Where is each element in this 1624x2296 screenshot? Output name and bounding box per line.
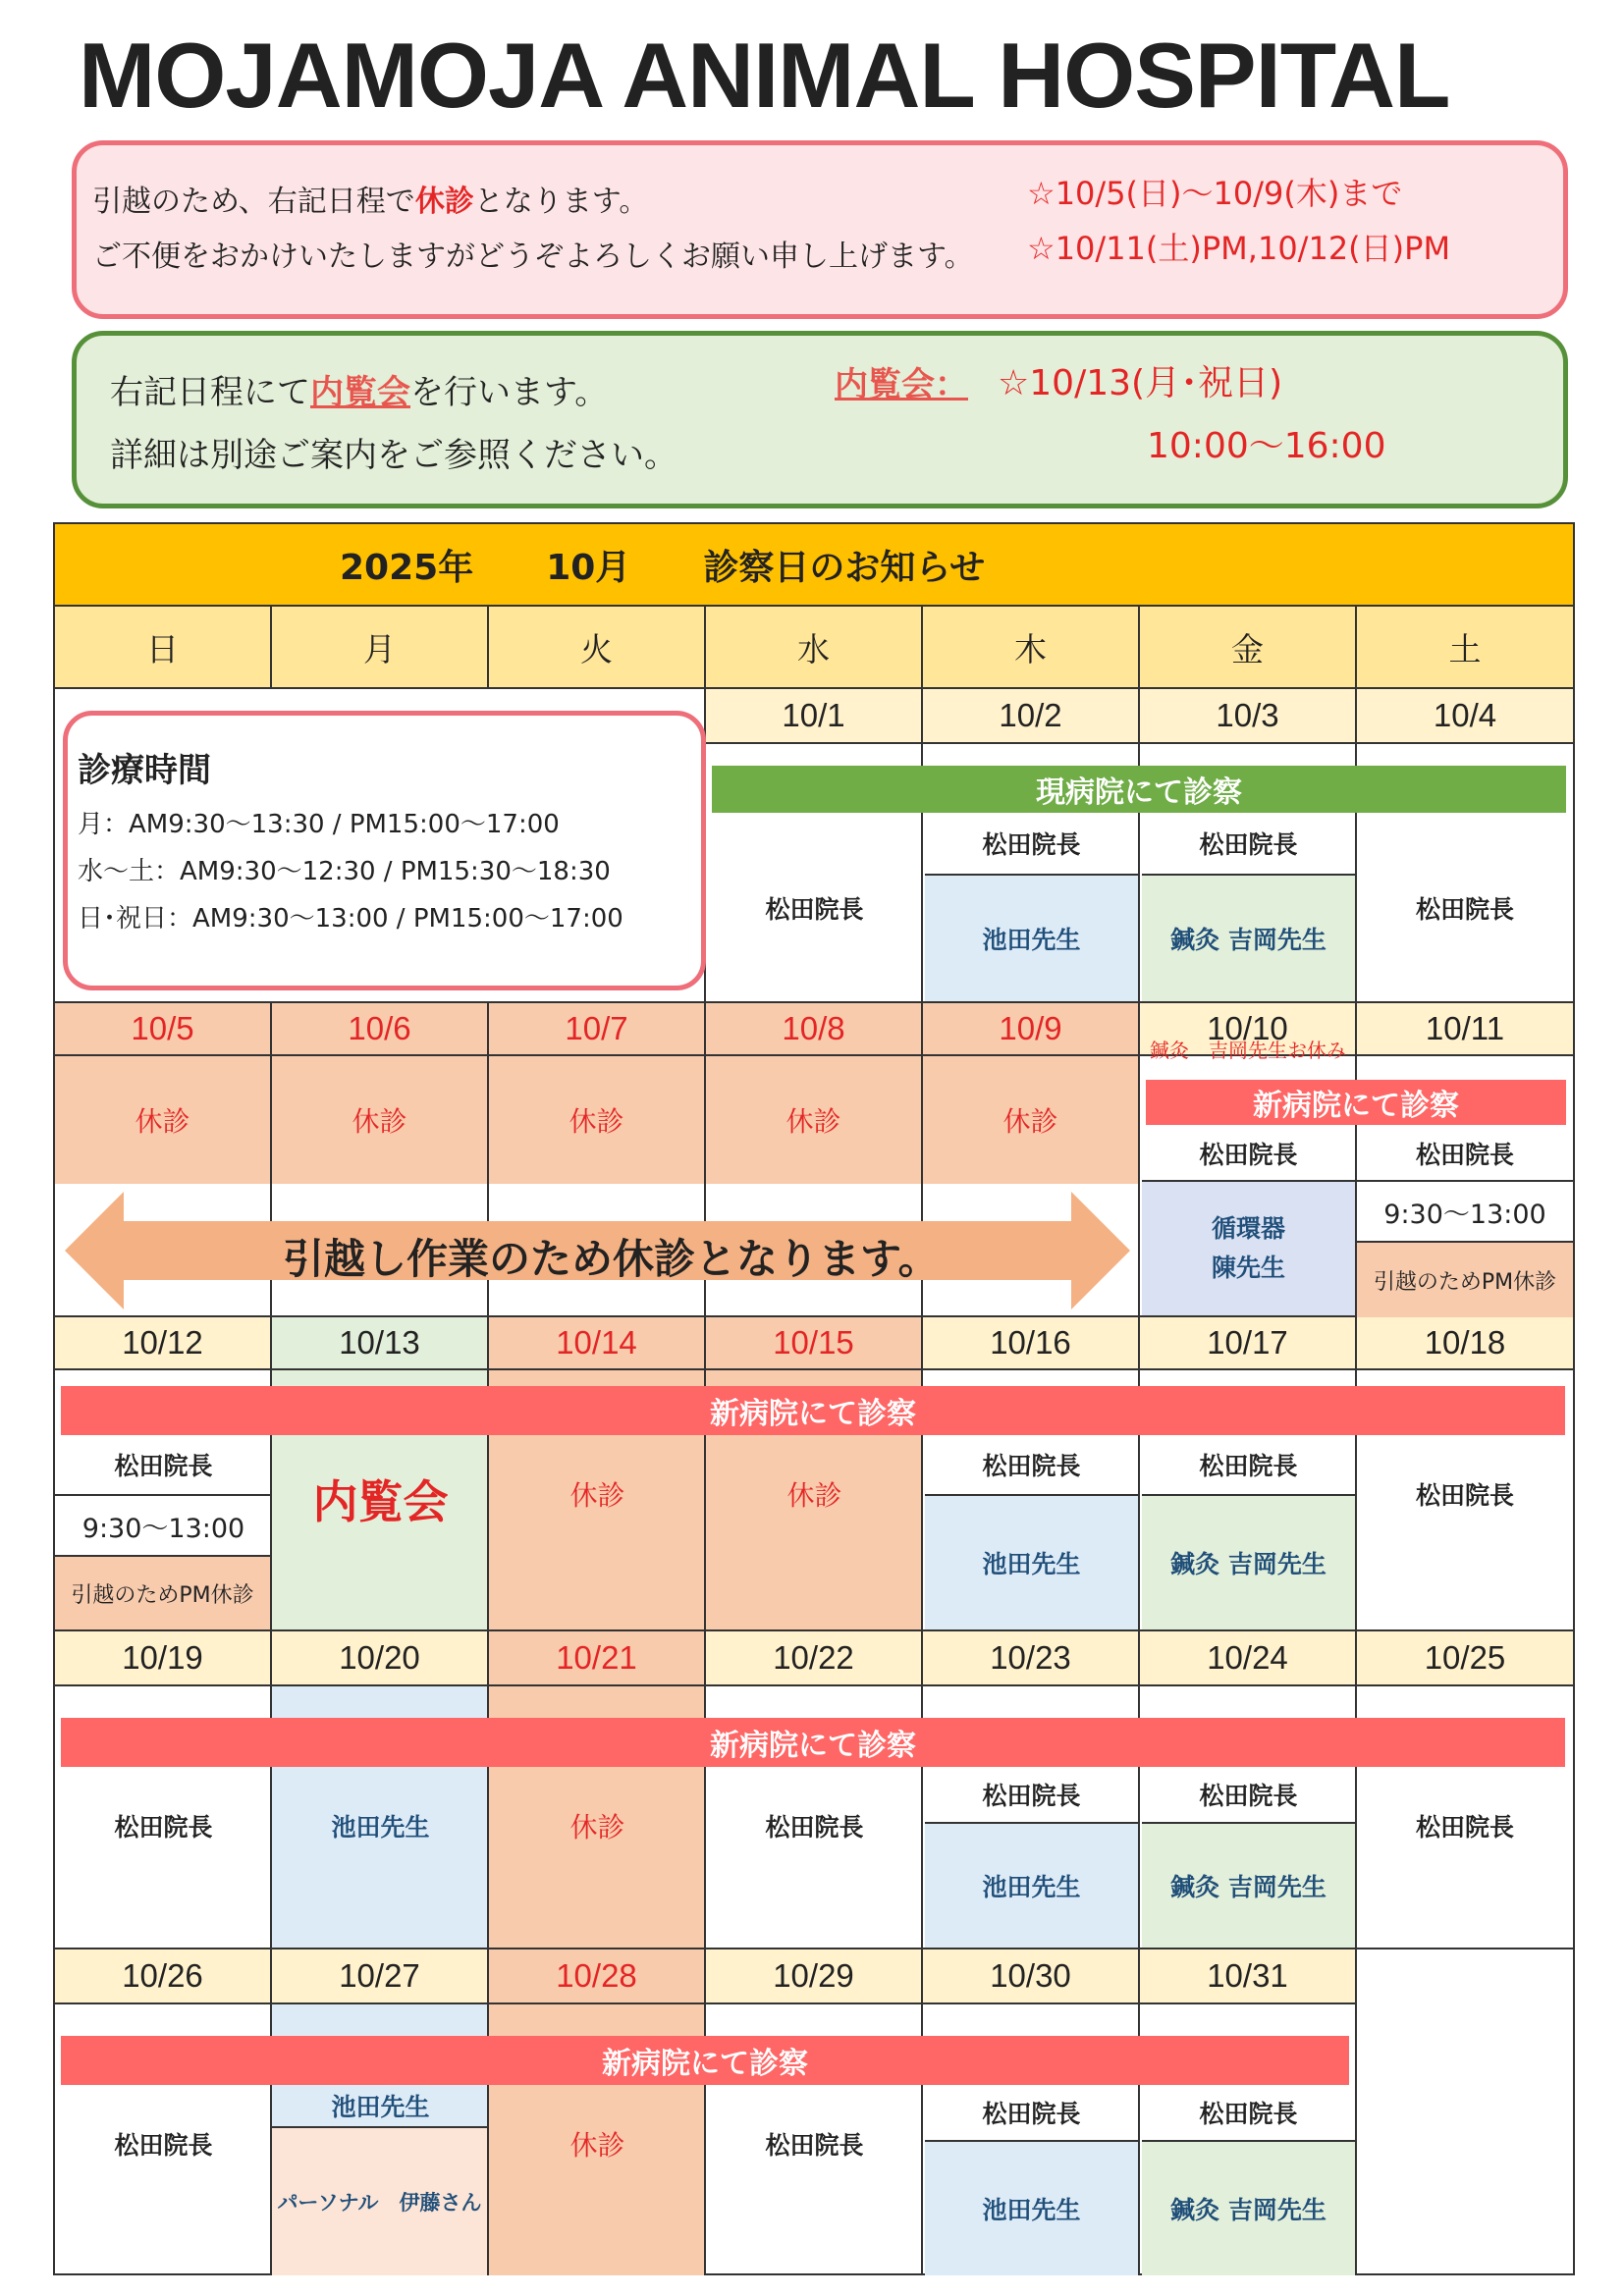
- doctor-label: 松田院長: [1415, 1813, 1514, 1842]
- doctor-label: 松田院長: [1142, 1767, 1355, 1824]
- preview-text-end: を行います。: [410, 373, 609, 412]
- doctor-label: 松田院長: [1142, 813, 1355, 876]
- date-cell: 10/14: [489, 1317, 706, 1370]
- date-cell: 10/3: [1140, 689, 1357, 744]
- calendar-heading: [55, 524, 1573, 607]
- current-hospital-banner: 現病院にて診察: [712, 766, 1566, 813]
- date-cell: 10/20: [272, 1631, 489, 1686]
- doctor-label: 池田先生: [272, 2085, 489, 2128]
- closed-cell: 休診: [55, 1056, 272, 1184]
- hours-title: 診療時間: [78, 751, 211, 790]
- date-cell: 10/1: [706, 689, 923, 744]
- date-cell: 10/21: [489, 1631, 706, 1686]
- closed-label: 休診: [786, 1479, 842, 1512]
- date-cell: 10/30: [923, 1949, 1140, 2004]
- dow-sat: 土: [1357, 607, 1573, 689]
- fri-note: 鍼灸 吉岡先生お休み: [1150, 1039, 1346, 1062]
- closed-label: 休診: [569, 1479, 625, 1512]
- hospital-title: MOJAMOJA ANIMAL HOSPITAL: [79, 24, 1450, 127]
- date-cell: 10/10: [1140, 1003, 1357, 1056]
- date-cell: 10/16: [923, 1317, 1140, 1370]
- hours-label: 9:30～13:00: [1357, 1182, 1573, 1243]
- preview-time: 10:00～16:00: [1147, 426, 1386, 466]
- closure-word: 休診: [414, 185, 474, 219]
- pm-closed-note: 引越のためPM休診: [55, 1557, 270, 1629]
- dow-sun: 日: [55, 607, 272, 689]
- doctor-label: 松田院長: [925, 1435, 1138, 1496]
- doctor-label: 池田先生: [925, 876, 1138, 1001]
- closed-cell: 休診: [272, 1056, 489, 1184]
- doctor-label: 松田院長: [765, 1813, 864, 1842]
- calendar: [53, 522, 1575, 2275]
- doctor-label: 池田先生: [925, 2142, 1138, 2275]
- date-cell: 10/18: [1357, 1317, 1573, 1370]
- closure-line-2: ご不便をおかけいたしますがどうぞよろしくお願い申し上げます。: [92, 240, 974, 274]
- date-cell: 10/22: [706, 1631, 923, 1686]
- new-hospital-banner: 新病院にて診察: [1146, 1080, 1566, 1125]
- doctor-label: 松田院長: [925, 1767, 1138, 1824]
- personal-trainer-label: パーソナル 伊藤さん: [272, 2128, 487, 2275]
- preview-label: 内覧会：: [835, 365, 968, 404]
- date-cell: 10/24: [1140, 1631, 1357, 1686]
- date-cell: 10/12: [55, 1317, 272, 1370]
- specialty-label: 循環器: [1211, 1214, 1285, 1243]
- doctor-label: 松田院長: [55, 1435, 272, 1496]
- preview-word: 内覧会: [310, 373, 410, 412]
- date-cell: 10/11: [1357, 1003, 1573, 1056]
- doctor-label: 松田院長: [1142, 1435, 1355, 1496]
- doctor-label: 池田先生: [925, 1496, 1138, 1629]
- doctor-label: [1142, 1182, 1355, 1315]
- doctor-label: 鍼灸 吉岡先生: [1142, 876, 1355, 1001]
- dow-tue: 火: [489, 607, 706, 689]
- doctor-label: 松田院長: [925, 2085, 1138, 2142]
- dow-mon: 月: [272, 607, 489, 689]
- doctor-label: 松田院長: [765, 2131, 864, 2160]
- doctor-label: 松田院長: [1415, 895, 1514, 924]
- doctor-label: 松田院長: [114, 2131, 213, 2160]
- doctor-label: 松田院長: [1357, 1127, 1573, 1182]
- preview-text: 右記日程にて: [110, 373, 310, 412]
- date-cell: 10/28: [489, 1949, 706, 2004]
- closure-date-2: ☆10/11(土)PM,10/12(日)PM: [1027, 230, 1451, 267]
- date-cell: 10/25: [1357, 1631, 1573, 1686]
- dow-wed: 水: [706, 607, 923, 689]
- date-cell: 10/13: [272, 1317, 489, 1370]
- date-cell: 10/6: [272, 1003, 489, 1056]
- new-hospital-banner: 新病院にて診察: [61, 1718, 1565, 1767]
- hours-line: 月：AM9:30～13:30 / PM15:00～17:00: [78, 810, 560, 839]
- dow-thu: 木: [923, 607, 1140, 689]
- calendar-month: 10月: [546, 547, 631, 588]
- date-cell: 10/7: [489, 1003, 706, 1056]
- closure-text-end: となります。: [473, 185, 649, 219]
- preview-notice: [72, 331, 1568, 508]
- date-cell: 10/19: [55, 1631, 272, 1686]
- doctor-label: 鍼灸 吉岡先生: [1142, 1496, 1355, 1629]
- date-cell: 10/17: [1140, 1317, 1357, 1370]
- closed-cell: 休診: [923, 1056, 1140, 1184]
- closure-line-1: [92, 177, 648, 220]
- date-cell: 10/5: [55, 1003, 272, 1056]
- moving-message: 引越し作業のため休診となります。: [283, 1235, 940, 1283]
- doctor-label: 鍼灸 吉岡先生: [1142, 1824, 1355, 1948]
- preview-event-label: 内覧会: [312, 1475, 449, 1528]
- hours-box: [63, 711, 706, 990]
- doctor-label: 松田院長: [925, 813, 1138, 876]
- date-cell: 10/2: [923, 689, 1140, 744]
- doctor-name: 陳先生: [1211, 1254, 1285, 1282]
- doctor-label: 松田院長: [1415, 1481, 1514, 1510]
- date-cell: 10/9: [923, 1003, 1140, 1056]
- new-hospital-banner: 新病院にて診察: [61, 2036, 1349, 2085]
- doctor-label: 池田先生: [331, 1813, 430, 1842]
- doctor-label: 松田院長: [765, 895, 864, 924]
- doctor-label: 松田院長: [1142, 2085, 1355, 2142]
- closure-notice: [72, 140, 1568, 319]
- doctor-label: 鍼灸 吉岡先生: [1142, 2142, 1355, 2275]
- new-hospital-banner: 新病院にて診察: [61, 1386, 1565, 1435]
- closure-text: 引越のため、右記日程で: [92, 185, 415, 219]
- pm-closed-note: 引越のためPM休診: [1357, 1243, 1573, 1317]
- date-cell: 10/31: [1140, 1949, 1357, 2004]
- date-cell: 10/8: [706, 1003, 923, 1056]
- date-cell: 10/26: [55, 1949, 272, 2004]
- date-cell: 10/29: [706, 1949, 923, 2004]
- date-cell: 10/4: [1357, 689, 1573, 744]
- closed-label: 休診: [569, 1811, 625, 1843]
- hours-line: 日･祝日：AM9:30～13:00 / PM15:00～17:00: [78, 904, 623, 934]
- hours-line: 水～土：AM9:30～12:30 / PM15:30～18:30: [78, 857, 611, 886]
- doctor-label: 松田院長: [114, 1813, 213, 1842]
- closed-cell: 休診: [706, 1056, 923, 1184]
- closed-cell: 休診: [489, 1056, 706, 1184]
- doctor-label: 池田先生: [925, 1824, 1138, 1948]
- dow-fri: 金: [1140, 607, 1357, 689]
- preview-date: ☆10/13(月･祝日): [998, 363, 1283, 403]
- hours-label: 9:30～13:00: [55, 1496, 272, 1557]
- date-cell: 10/27: [272, 1949, 489, 2004]
- calendar-year: 2025年: [340, 547, 474, 588]
- date-cell: 10/23: [923, 1631, 1140, 1686]
- calendar-heading-text: 診察日のお知らせ: [703, 547, 986, 588]
- closure-date-1: ☆10/5(日)～10/9(木)まで: [1027, 175, 1403, 212]
- preview-line-1: [110, 365, 608, 413]
- closed-label: 休診: [569, 2129, 625, 2162]
- preview-line-2: 詳細は別途ご案内をご参照ください。: [110, 436, 677, 475]
- doctor-label: 松田院長: [1142, 1127, 1355, 1182]
- date-cell: 10/15: [706, 1317, 923, 1370]
